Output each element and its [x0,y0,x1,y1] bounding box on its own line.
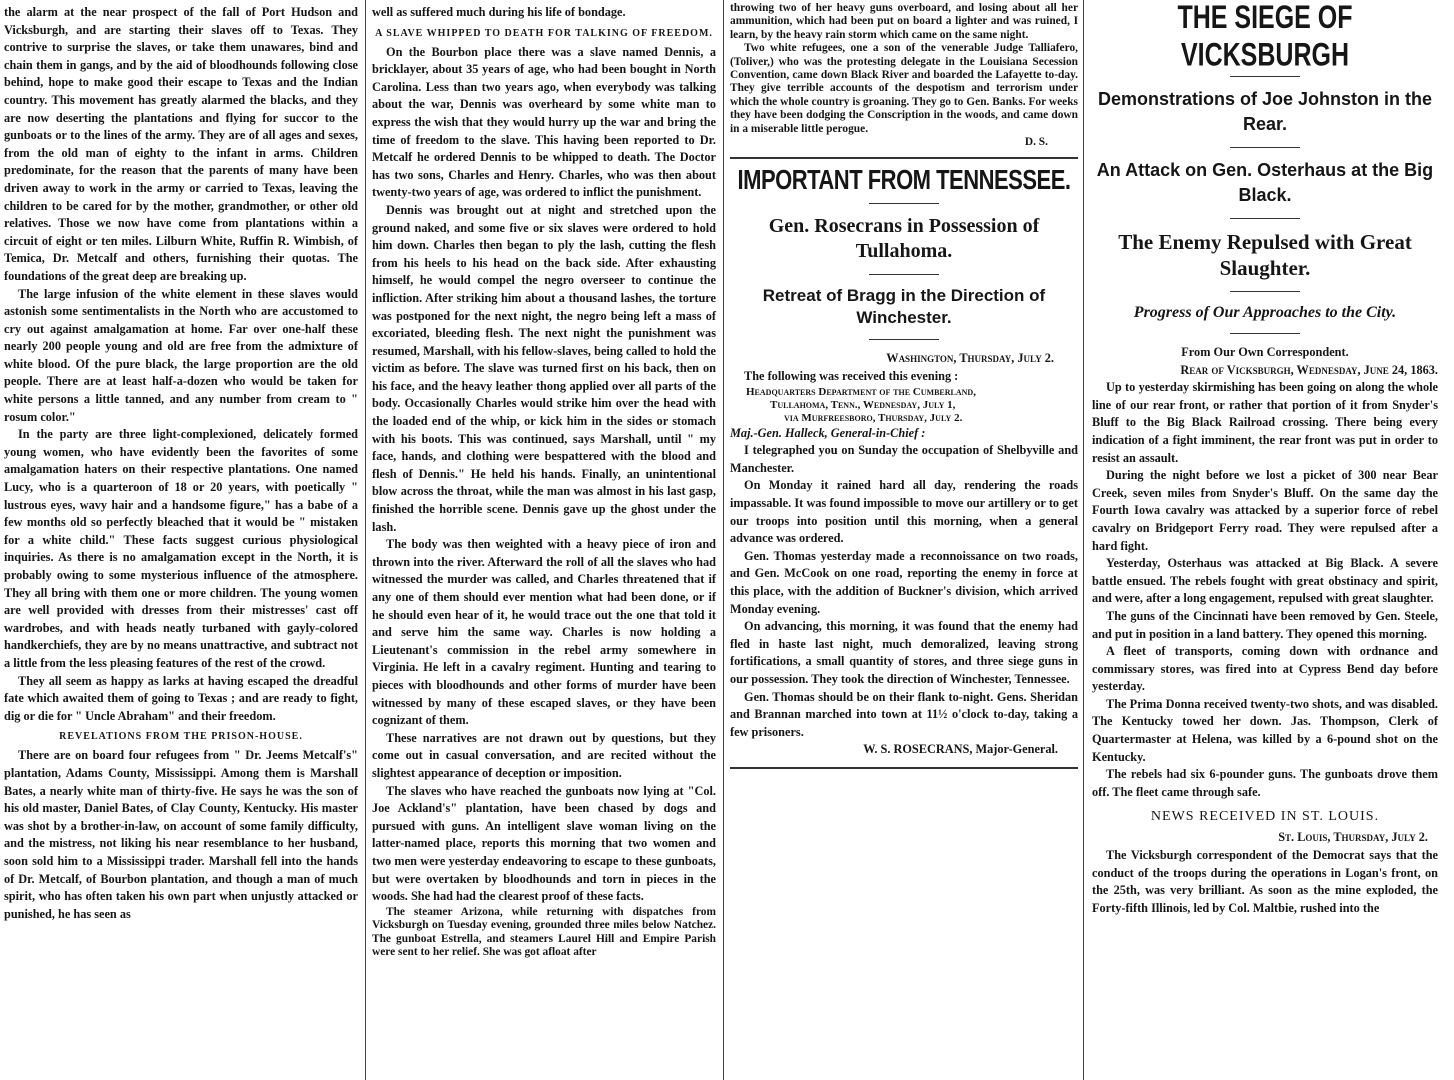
divider [1230,147,1300,148]
headline-deck: The Enemy Repulsed with Great Slaughter. [1118,230,1412,280]
divider [730,767,1078,769]
column-1 [0,0,362,1080]
paragraph: The body was then weighted with a heavy piece of iron and thrown into the river. Afterward the roll of all the slaves who had witnessed the murder was called, and Charles threatened that if any one of them should ever mention what had been done, or if he should even hear of it, he would trace out the one that told it and serve him the same way. Charles is now holding a Lieutenant's commission in the rebel army somewhere in Virginia. He left in a cavalry regiment. Hunting and tearing to pieces with bloodhounds and other forms of murder have been witnessed by many of these escaped slaves, or they have been cognizant of them. [372,537,716,728]
paragraph: On the Bourbon place there was a slave named Dennis, a bricklayer, about 35 years of age, who had been bought in North Carolina. Less than two years ago, when everybody was talking about the war, Dennis was overheard by some white man to express the wish that they would hurry up the war and bring the time of freedom to the slave. This having been reported to Dr. Metcalf he ordered Dennis to be whipped to death. The Doctor has two sons, Charles and Henry. Charles, who was then about twenty-two years of age, was ordered to inflict the punishment. [372,44,716,200]
dispatch-header: Headquarters Department of the Cumberland, [746,385,976,398]
headline-deck: An Attack on Gen. Osterhaus at the Big Black. [1096,160,1434,205]
dateline: Rear of Vicksburgh, Wednesday, June 24, 1863. [1180,362,1438,377]
paragraph: On Monday it rained hard all day, rendering the roads impassable. It was found impossible to move our artillery or to get our troops into position until this morning, when a general advance was ordered. [730,478,1078,546]
paragraph: On advancing, this morning, it was found that the enemy had fled in haste last night, much demoralized, leaving strong fortifications, a small quantity of stores, and three siege guns in our possession. They took the direction of Winchester, Tennessee. [730,619,1078,686]
headline-deck: Demonstrations of Joe Johnston in the Rear. [1097,89,1433,134]
paragraph: The following was received this evening : [744,369,959,384]
paragraph: Gen. Thomas yesterday made a reconnoissance on two roads, and Gen. McCook on one road, reporting the enemy in force at this place, with the addition of Buckner's division, which arrived Monday evening. [730,548,1078,616]
signature: W. S. ROSECRANS, Major-General. [863,742,1058,757]
paragraph: Two white refugees, one a son of the venerable Judge Talliafero, (Toliver,) who was the protesting delegate in the Louisiana Secession Convention, came down Black River and boarded the Lafayette to-day. They give terrible accounts of the despotism and terrorism under which the whole country is groaning. They go to Gen. Banks. For weeks they have been dodging the Conscription in the woods, and came down in a miserable little perogue. [730,42,1078,135]
dateline: St. Louis, Thursday, July 2. [1278,830,1428,845]
paragraph: The rebels had six 6-pounder guns. The gunboats drove them off. The fleet came through safe. [1092,767,1438,799]
column-2 [368,0,720,1080]
divider [1230,218,1300,219]
section-subhead: NEWS RECEIVED IN ST. LOUIS. [1150,809,1380,825]
paragraph: In the party are three light-complexioned, delicately formed young women, who have evidently been the favorites of some amalgamation haters on their respective plantations. One named Lucy, who is a quarteroon of 18 or 20 years, with poetically " lustrous eyes, wavy hair and a handsome figure," has a babe of a few months old so perfectly bleached that it would be " mistaken for a white child." These facts suggest curious physiological inquiries. As there is no amalgamation except in the North, it is probably owing to some mysterious influence of the atmosphere. They all bring with them one or more children. The young women are well provided with dresses from their mistresses' cast off wardrobes, and with heads neatly turbaned with gayly-colored handkerchiefs, they are by no means unattractive, and subtract not a little from the less pleasing features of the rest of the crowd. [4,427,358,670]
addressee: Maj.-Gen. Halleck, General-in-Chief : [730,425,926,440]
divider [869,339,939,340]
paragraph: The Vicksburgh correspondent of the Democrat says that the conduct of the troops during the operations in Logan's front, on the 25th, was very brilliant. As soon as the mine exploded, the Forty-fifth Illinois, led by Col. Maltbie, rushed into the [1092,848,1438,915]
paragraph: The Prima Donna received twenty-two shots, and was disabled. The Kentucky towed her down. Jas. Thompson, Clerk of Quartermaster at Helena, was killed by a 6-pound shot on the Kentucky. [1092,696,1438,764]
dispatch-header: Tullahoma, Tenn., Wednesday, July 1, [770,398,956,411]
column-rule [1083,0,1084,1080]
paragraph: A fleet of transports, coming down with ordnance and commissary stores, was fired into at Cypress Bend day before yesterday. [1092,644,1438,694]
paragraph: The large infusion of the white element in these slaves would astonish some sentimentalists in the North who are accustomed to cry out against amalgamation at home. Far over one-half these nearly 200 people young and old are free from the admixture of white blood. Of the pure black, the large proportion are the old people. There are at least half-a-dozen who would be taken for white persons a little tanned, and any number from cream to " rosum color." [4,286,358,424]
initials: D. S. [1024,136,1048,149]
paragraph: Up to yesterday skirmishing has been going on along the whole line of our rear front, or rather that portion of it from Snyder's Bluff to the Big Black Railroad crossing. There being every indication of a fight imminent, the rear front was put in order to resist an assault. [1092,380,1438,465]
paragraph: The slaves who have reached the gunboats now lying at "Col. Joe Ackland's" plantation, have been chased by dogs and pursued with guns. An intelligent slave woman living on the latter-named place, reports this morning that two women and two men were yesterday endeavoring to escape to these gunboats, but were overtaken by bloodhounds and torn in pieces in the woods. She had had the clearest proof of these facts. [372,783,716,904]
section-subhead: A SLAVE WHIPPED TO DEATH FOR TALKING OF FREEDOM. [375,27,713,39]
divider [1230,76,1300,77]
paragraph: During the night before we lost a picket of 300 near Bear Creek, seven miles from Snyder's Bluff. On the same day the Fourth Iowa cavalry was attacked by a superior force of rebel cavalry on Bridgeport Ferry road. They were repulsed after a hard fight. [1092,468,1438,553]
divider [1230,333,1300,334]
paragraph: The steamer Arizona, while returning with dispatches from Vicksburgh on Tuesday evening, grounded three miles below Natchez. The gunboat Estrella, and steamers Laurel Hill and Empire Parish were sent to her relief. She was got afloat after [372,905,716,958]
headline-deck: Retreat of Bragg in the Direction of Winchester. [762,286,1046,328]
divider [869,274,939,275]
paragraph: The guns of the Cincinnati have been removed by Gen. Steele, and put in position in a land battery. They opened this morning. [1092,608,1438,641]
headline-banner: IMPORTANT FROM TENNESSEE. [737,164,1071,196]
column-rule [365,0,366,1080]
paragraph: Dennis was brought out at night and stretched upon the ground naked, and some five or six slaves were ordered to hold him down. Charles then began to ply the lash, cutting the flesh from his heels to his head on the back side. After exhausting himself, he would compel the negro overseer to continue the infliction. After striking him about a thousand lashes, the torture was postponed for the next night, the negro being left a mass of excoriated, bleeding flesh. The next night the punishment was resumed, Marshall, with his fellow-slaves, being called to hold the victim as before. The slave was turned first on his back, then on his face, and the heavy leather thong applied over all parts of the body. Occasionally Charles would strike him over the head with the loaded end of the whip, or kick him in the sides or stomach with his boots. This was continued, says Marshall, until " my face, hands, and clothing were bespattered with the blood and flesh of Dennis." He held his hands. Finally, an unintentional blow across the throat, while the man was almost in his last gasp, finished the horrible scene. Dennis gave up the ghost under the lash. [372,202,716,534]
paragraph: Gen. Thomas should be on their flank to-night. Gens. Sheridan and Brannan marched into town at 11½ o'clock to-day, taking a few prisoners. [730,689,1078,739]
headline-title: THE SIEGE OF VICKSBURGH [1177,0,1353,74]
headline-deck: Gen. Rosecrans in Possession of Tullahoma. [768,215,1040,263]
paragraph: well as suffered much during his life of bondage. [372,5,626,19]
divider [1230,291,1300,292]
paragraph: Yesterday, Osterhaus was attacked at Big Black. A severe battle ensued. The rebels fought with great obstinacy and spirit, and were, after a long engagement, repulsed with great slaughter. [1092,556,1438,606]
section-subhead: REVELATIONS FROM THE PRISON-HOUSE. [59,731,303,743]
divider [730,157,1078,159]
dispatch-header: via Murfreesboro, Thursday, July 2. [784,411,963,424]
dateline: Washington, Thursday, July 2. [886,351,1054,366]
column-3 [726,0,1082,1080]
paragraph: These narratives are not drawn out by questions, but they come out in casual conversation, and are recited without the slightest appearance of deception or imposition. [372,730,716,780]
column-rule [723,0,724,1080]
paragraph: throwing two of her heavy guns overboard, and losing about all her ammunition, which had been put on board a lighter and was ruined, I learn, by the heavy rain storm which came on the same night. [730,2,1078,41]
paragraph: the alarm at the near prospect of the fall of Port Hudson and Vicksburgh, and are starting their slaves off to Texas. They contrive to surprise the slaves, or take them unawares, bind and chain them in gangs, and by the aid of bloodhounds following close behind, hope to make good their escape to Texas and the Indian country. This movement has greatly alarmed the blacks, and they are now deserting the plantations and flying for succor to the gunboats or to the lines of the army. They are of all ages and sexes, from the old man of eighty to the infant in arms. Children predominate, for the reason that the parents of many have been driven away to work in the army or carried to Texas, leaving the children to be cared for by the mother, grandmother, or other old relatives. Those we now have come from plantations within a circuit of eight or ten miles. Lilburn White, Ruffin R. Wimbish, of Temica, Dr. Metcalf and others, furnishing their quotas. The foundations of the great deep are breaking up. [4,5,358,283]
divider [869,203,939,204]
paragraph: They all seem as happy as larks at having escaped the dreadful fate which awaited them of going to Texas ; and are ready to fight, dig or die for " Uncle Abraham" and their freedom. [4,673,358,723]
paragraph: I telegraphed you on Sunday the occupation of Shelbyville and Manchester. [730,443,1078,475]
headline-deck: Progress of Our Approaches to the City. [1133,304,1397,321]
paragraph: There are on board four refugees from " Dr. Jeems Metcalf's" plantation, Adams County, Mississippi. Among them is Marshall Bates, a nearly white man of thirty-five. He says he was the son of his old master, Daniel Bates, of Clay County, Kentucky. His master was shot by a brother-in-law, on account of some family difficulty, and the mistress, not liking his near resemblance to her husband, soon sold him to a Mississippi trader. Marshall fell into the hands of Dr. Metcalf, of Bourbon plantation, and though a man of much spirit, who has often taken his own part when unjustly attacked or punished, he has seen as [4,748,358,921]
column-4 [1086,0,1440,1080]
byline: From Our Own Correspondent. [1181,345,1349,359]
